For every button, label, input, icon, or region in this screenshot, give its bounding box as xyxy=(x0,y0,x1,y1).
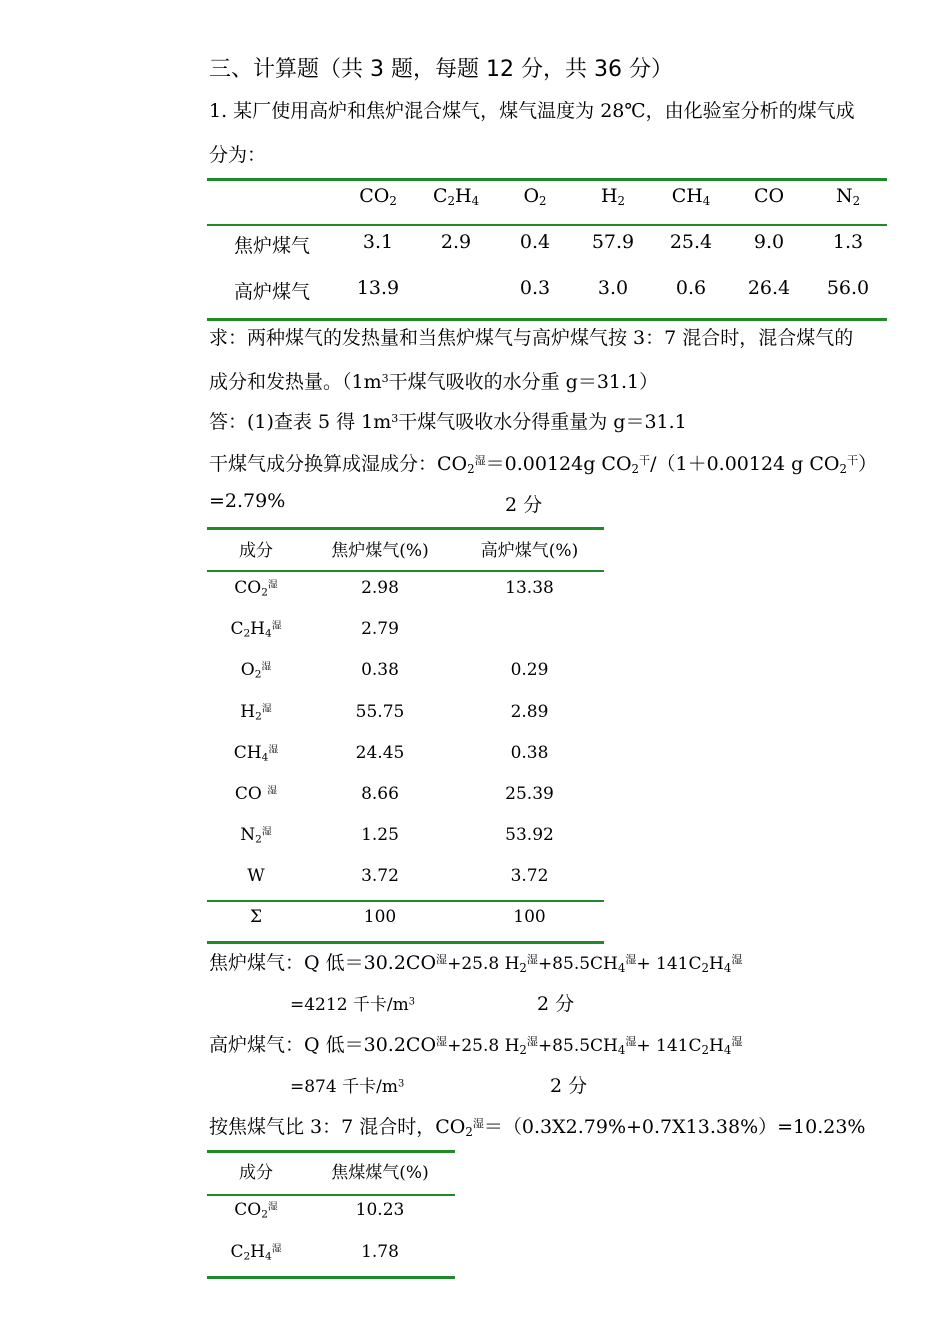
table-cell: 3.0 xyxy=(597,277,629,299)
header-n2: $N_2$ xyxy=(835,185,861,208)
table-cell: 2.89 xyxy=(510,702,549,722)
table-header-rule xyxy=(207,1194,455,1196)
table-bottom-rule xyxy=(207,941,604,944)
component-w: W xyxy=(247,866,265,886)
table-cell: 13.38 xyxy=(505,578,554,598)
header-coke: 焦炉煤气(%) xyxy=(331,541,429,561)
component-ch4: $CH_4^湿$ xyxy=(233,743,279,764)
question-line-1: 1. 某厂使用高炉和焦炉混合煤气，煤气温度为 28℃，由化验室分析的煤气成 xyxy=(209,100,855,122)
component-sum: Σ xyxy=(249,907,263,927)
header-component: 成分 xyxy=(239,1163,273,1183)
table-cell: 56.0 xyxy=(826,277,870,299)
table-cell: 8.66 xyxy=(361,784,399,804)
table-cell: 57.9 xyxy=(591,231,635,253)
table-cell: 0.6 xyxy=(675,277,707,299)
table-cell: 3.1 xyxy=(362,231,394,253)
table-cell: 10.23 xyxy=(355,1200,405,1220)
table-top-rule xyxy=(207,527,604,530)
answer-line-3: =2.79% xyxy=(209,490,286,512)
table-top-rule xyxy=(207,1150,455,1153)
blast-heat-formula: 高炉煤气：Q 低$=30.2CO^湿+25.8$ $H_2^湿+85.5CH_4^湿+ 141C_2H_4^湿$ xyxy=(209,1034,743,1057)
header-blast: 高炉煤气(%) xyxy=(480,541,579,561)
table-cell: 53.92 xyxy=(505,825,554,845)
table-bottom-rule xyxy=(207,1276,455,1279)
header-component: 成分 xyxy=(239,541,273,561)
row-label-blast: 高炉煤气 xyxy=(233,281,310,303)
answer-line-1: 答：(1)查表 5 得 $1m^3$干煤气吸收水分得重量为 g＝31.1 xyxy=(209,411,687,433)
answer-line-2: 干煤气成分换算成湿成分：$CO_2^湿=0.00124g$ $CO_2^干/(1+0.00124$ g $CO_2^干$） xyxy=(209,453,878,476)
header-o2: $O_2$ xyxy=(523,185,547,208)
coke-heat-formula: 焦炉煤气：Q 低$=30.2CO^湿+25.8$ $H_2^湿+85.5CH_4^湿+ 141C_2H_4^湿$ xyxy=(209,952,743,975)
table-cell: 0.4 xyxy=(519,231,551,253)
component-c2h4: $C_2H_4^湿$ xyxy=(230,619,282,640)
table-top-rule xyxy=(207,178,887,181)
header-ch4: $CH_4$ xyxy=(671,185,711,208)
header-coke: 焦煤煤气(%) xyxy=(331,1163,429,1183)
table-cell: 26.4 xyxy=(747,277,791,299)
component-n2: $N_2^湿$ xyxy=(240,825,272,846)
header-h2: $H_2$ xyxy=(600,185,626,208)
mix-line: 按焦煤气比 3：7 混合时，$CO_2^湿=(0.3X2.79\%+0.7X13.38\%)=10.23\%$ xyxy=(209,1116,866,1139)
table-cell: 1.25 xyxy=(361,825,399,845)
component-h2: $H_2^湿$ xyxy=(240,702,272,723)
component-o2: $O_2^湿$ xyxy=(240,660,272,681)
ask-line-1: 求：两种煤气的发热量和当焦炉煤气与高炉煤气按 3：7 混合时，混合煤气的 xyxy=(209,327,854,349)
table-cell: 1.78 xyxy=(361,1242,399,1262)
blast-heat-result: =874 千卡$/m^3$ xyxy=(290,1077,405,1097)
table-cell: 9.0 xyxy=(753,231,785,253)
table-cell: 2.9 xyxy=(440,231,472,253)
table-cell: 0.29 xyxy=(510,660,549,680)
table-header-rule xyxy=(207,570,604,572)
table-cell: 1.3 xyxy=(832,231,864,253)
table-cell: 55.75 xyxy=(355,702,405,722)
component-co2: $CO_2^湿$ xyxy=(234,1200,278,1221)
table-cell: 3.72 xyxy=(361,866,399,886)
question-line-2: 分为： xyxy=(209,144,267,166)
header-c2h4: $C_2H_4$ xyxy=(432,185,480,208)
table-cell: 0.3 xyxy=(519,277,551,299)
score-label: 2 分 xyxy=(505,494,543,516)
ask-line-2: 成分和发热量。（$1m^3$干煤气吸收的水分重 g＝31.1） xyxy=(209,371,659,393)
table-cell: 0.38 xyxy=(510,743,549,763)
table-cell: 0.38 xyxy=(361,660,399,680)
header-co: CO xyxy=(753,185,785,207)
table-cell: 3.72 xyxy=(510,866,549,886)
section-heading: 三、计算题（共 3 题，每题 12 分，共 36 分） xyxy=(209,57,673,82)
row-label-coke: 焦炉煤气 xyxy=(233,235,310,257)
table-cell: 100 xyxy=(363,907,397,927)
component-co: CO $^湿$ xyxy=(234,784,278,804)
table-cell: 13.9 xyxy=(356,277,400,299)
table-cell: 2.98 xyxy=(361,578,399,598)
table-sum-rule xyxy=(207,900,604,902)
table-header-rule xyxy=(207,224,887,226)
table-cell: 25.39 xyxy=(505,784,554,804)
table-bottom-rule xyxy=(207,318,887,321)
coke-heat-result: =4212 千卡$/m^3$ xyxy=(290,995,416,1015)
component-co2: $CO_2^湿$ xyxy=(234,578,278,599)
table-cell: 100 xyxy=(513,907,546,927)
table-cell: 2.79 xyxy=(361,619,399,639)
table-cell: 24.45 xyxy=(355,743,405,763)
score-label: 2 分 xyxy=(537,993,575,1015)
table-cell: 25.4 xyxy=(669,231,713,253)
header-co2: $CO_2$ xyxy=(359,185,397,208)
component-c2h4: $C_2H_4^湿$ xyxy=(230,1242,282,1263)
score-label: 2 分 xyxy=(550,1075,588,1097)
